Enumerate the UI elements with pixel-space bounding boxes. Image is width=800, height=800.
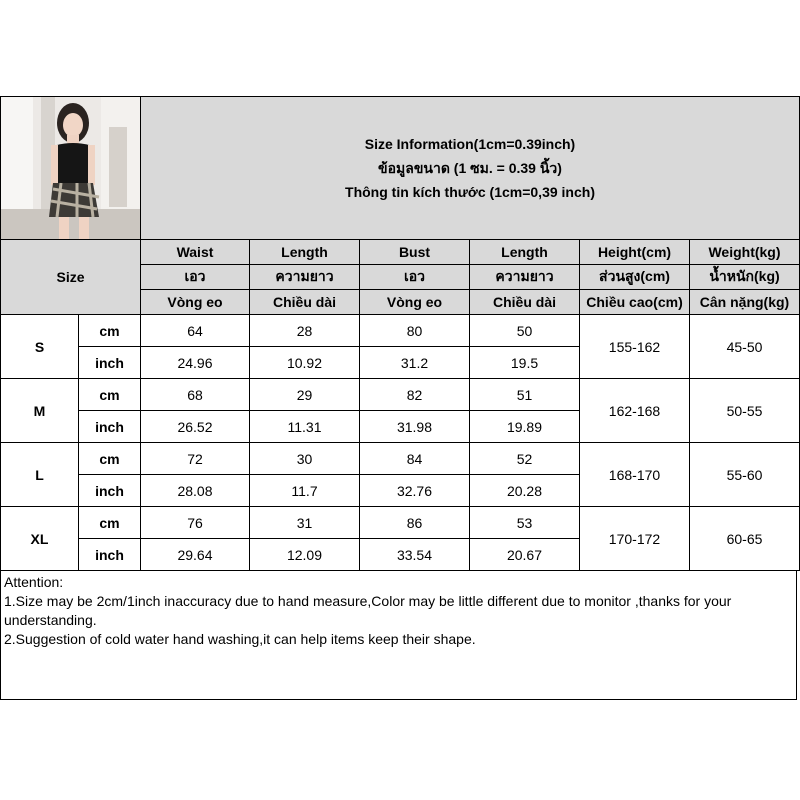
value-cell: 28 — [250, 315, 360, 347]
header-length-en: Length — [250, 240, 360, 265]
header-bust-en: Bust — [360, 240, 470, 265]
header-waist-th: เอว — [141, 265, 250, 290]
weight-cell: 60-65 — [690, 507, 800, 571]
unit-cell: cm — [79, 379, 141, 411]
title-line-vietnamese: Thông tin kích thước (1cm=0,39 inch) — [345, 184, 595, 200]
value-cell: 28.08 — [141, 475, 250, 507]
unit-cell: cm — [79, 507, 141, 539]
header-weight-vi: Cân nặng(kg) — [690, 290, 800, 315]
size-cell: L — [1, 443, 79, 507]
header-length2-th: ความยาว — [470, 265, 580, 290]
weight-cell: 45-50 — [690, 315, 800, 379]
header-waist-en: Waist — [141, 240, 250, 265]
unit-cell: inch — [79, 539, 141, 571]
attention-notes — [0, 571, 797, 700]
height-cell: 155-162 — [580, 315, 690, 379]
table-row — [1, 379, 800, 411]
size-cell: M — [1, 379, 79, 443]
size-header: Size — [1, 240, 141, 315]
header-waist-vi: Vòng eo — [141, 290, 250, 315]
title-line-thai: ข้อมูลขนาด (1 ซม. = 0.39 นิ้ว) — [378, 160, 562, 176]
table-row — [1, 443, 800, 475]
value-cell: 31.98 — [360, 411, 470, 443]
header-height-en: Height(cm) — [580, 240, 690, 265]
value-cell: 68 — [141, 379, 250, 411]
unit-cell: inch — [79, 411, 141, 443]
value-cell: 53 — [470, 507, 580, 539]
unit-cell: inch — [79, 475, 141, 507]
header-height-th: ส่วนสูง(cm) — [580, 265, 690, 290]
size-cell: XL — [1, 507, 79, 571]
value-cell: 64 — [141, 315, 250, 347]
value-cell: 11.7 — [250, 475, 360, 507]
unit-cell: inch — [79, 347, 141, 379]
notes-line-2: 2.Suggestion of cold water hand washing,it can help items keep their shape. — [4, 631, 476, 647]
header-bust-vi: Vòng eo — [360, 290, 470, 315]
value-cell: 76 — [141, 507, 250, 539]
value-cell: 31.2 — [360, 347, 470, 379]
value-cell: 20.67 — [470, 539, 580, 571]
value-cell: 12.09 — [250, 539, 360, 571]
value-cell: 33.54 — [360, 539, 470, 571]
table-row — [1, 315, 800, 347]
notes-line-1: 1.Size may be 2cm/1inch inaccuracy due to hand measure,Color may be little different due to monitor ,thanks for your understanding. — [4, 593, 732, 628]
value-cell: 19.89 — [470, 411, 580, 443]
value-cell: 72 — [141, 443, 250, 475]
height-cell: 170-172 — [580, 507, 690, 571]
title-line-english: Size Information(1cm=0.39inch) — [364, 136, 576, 152]
weight-cell: 55-60 — [690, 443, 800, 507]
header-height-vi: Chiều cao(cm) — [580, 290, 690, 315]
title-cell — [141, 97, 800, 240]
product-photo — [1, 97, 141, 239]
value-cell: 52 — [470, 443, 580, 475]
value-cell: 51 — [470, 379, 580, 411]
value-cell: 50 — [470, 315, 580, 347]
model-photo-image — [1, 97, 141, 239]
header-length-vi: Chiều dài — [250, 290, 360, 315]
value-cell: 24.96 — [141, 347, 250, 379]
notes-heading: Attention: — [4, 574, 64, 590]
value-cell: 11.31 — [250, 411, 360, 443]
height-cell: 168-170 — [580, 443, 690, 507]
value-cell: 30 — [250, 443, 360, 475]
header-length2-vi: Chiều dài — [470, 290, 580, 315]
size-chart — [0, 96, 800, 703]
value-cell: 84 — [360, 443, 470, 475]
unit-cell: cm — [79, 443, 141, 475]
value-cell: 26.52 — [141, 411, 250, 443]
size-table — [0, 96, 800, 571]
height-cell: 162-168 — [580, 379, 690, 443]
header-length-th: ความยาว — [250, 265, 360, 290]
value-cell: 10.92 — [250, 347, 360, 379]
value-cell: 29.64 — [141, 539, 250, 571]
table-row — [1, 507, 800, 539]
header-weight-th: น้ำหนัก(kg) — [690, 265, 800, 290]
header-length2-en: Length — [470, 240, 580, 265]
weight-cell: 50-55 — [690, 379, 800, 443]
value-cell: 86 — [360, 507, 470, 539]
value-cell: 32.76 — [360, 475, 470, 507]
unit-cell: cm — [79, 315, 141, 347]
product-photo-cell — [1, 97, 141, 240]
value-cell: 20.28 — [470, 475, 580, 507]
value-cell: 80 — [360, 315, 470, 347]
value-cell: 19.5 — [470, 347, 580, 379]
header-bust-th: เอว — [360, 265, 470, 290]
size-cell: S — [1, 315, 79, 379]
value-cell: 82 — [360, 379, 470, 411]
value-cell: 31 — [250, 507, 360, 539]
header-weight-en: Weight(kg) — [690, 240, 800, 265]
value-cell: 29 — [250, 379, 360, 411]
